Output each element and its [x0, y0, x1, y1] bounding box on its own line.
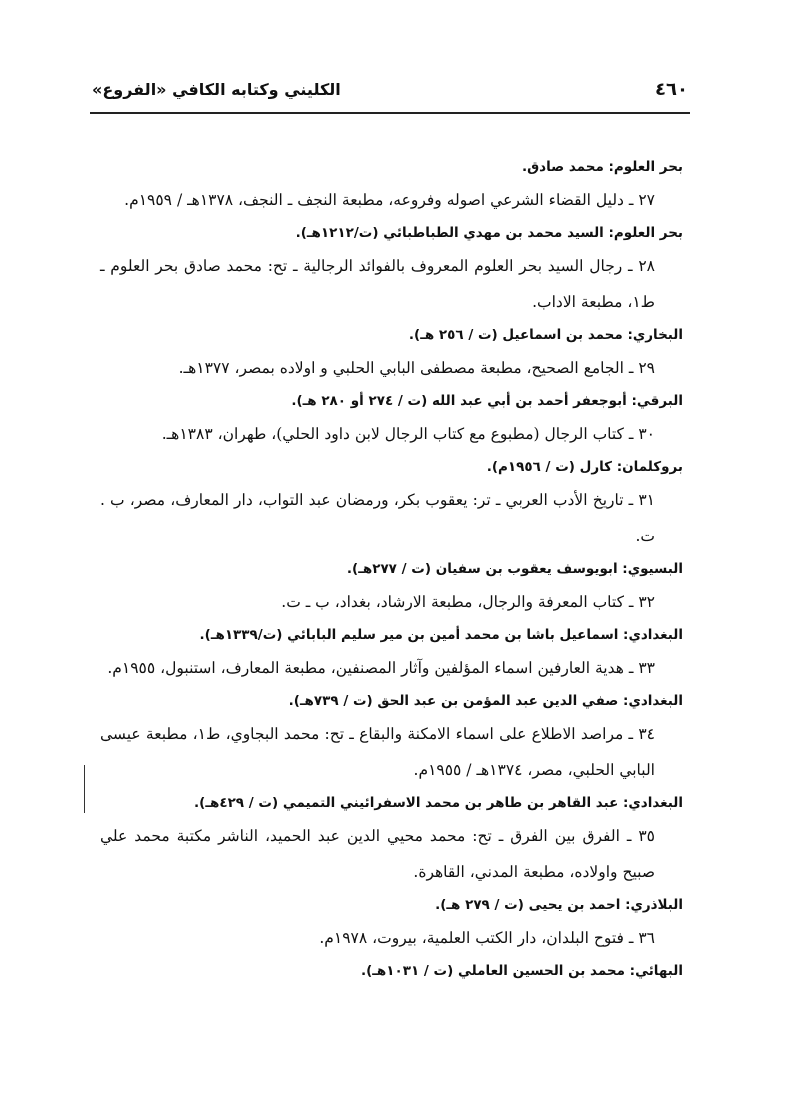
author-heading: البرقي: أبوجعفر أحمد بن أبي عبد الله (ت / ٢٧٤ أو ٢٨٠ هـ). [291, 393, 683, 409]
author-heading: بحر العلوم: محمد صادق. [521, 159, 683, 175]
author-heading: بروكلمان: كارل (ت / ١٩٥٦م). [486, 459, 683, 475]
author-heading: البغدادي: اسماعيل باشا بن محمد أمين بن مير سليم البابائي (ت/١٣٣٩هـ). [199, 627, 683, 643]
bibliography-entry: ٢٧ ـ دليل القضاء الشرعي اصوله وفروعه، مطبعة النجف ـ النجف، ١٣٧٨هـ / ١٩٥٩م. [124, 191, 655, 209]
header-rule [90, 112, 690, 114]
author-heading: البغدادي: صفي الدين عبد المؤمن بن عبد الحق (ت / ٧٣٩هـ). [288, 693, 683, 709]
bibliography-entry: ٢٩ ـ الجامع الصحيح، مطبعة مصطفى البابي الحلبي و اولاده بمصر، ١٣٧٧هـ. [178, 359, 655, 377]
bibliography-list [100, 152, 683, 986]
bibliography-entry: ٢٨ ـ رجال السيد بحر العلوم المعروف بالفوائد الرجالية ـ تح: محمد صادق بحر العلوم ـ ط١، مطبعة الاداب. [100, 257, 655, 311]
margin-mark [84, 765, 85, 813]
running-title: الكليني وكتابه الكافي «الفروع» [92, 79, 341, 99]
bibliography-entry: ٣٤ ـ مراصد الاطلاع على اسماء الامكنة والبقاع ـ تح: محمد البجاوي، ط١، مطبعة عيسى البابي الحلبي، مصر، ١٣٧٤هـ / ١٩٥٥م. [100, 725, 656, 779]
bibliography-entry: ٣٢ ـ كتاب المعرفة والرجال، مطبعة الارشاد، بغداد، ب ـ ت. [281, 593, 655, 611]
page-header [92, 72, 688, 106]
author-heading: البغدادي: عبد القاهر بن طاهر بن محمد الاسفرائيني التميمي (ت / ٤٢٩هـ). [194, 795, 683, 811]
author-heading: البسيوي: ابويوسف يعقوب بن سفيان (ت / ٢٧٧هـ). [346, 561, 683, 577]
author-heading: البخاري: محمد بن اسماعيل (ت / ٢٥٦ هـ). [408, 327, 683, 343]
author-heading: بحر العلوم: السيد محمد بن مهدي الطباطبائي (ت/١٢١٢هـ). [295, 225, 683, 241]
author-heading: البلاذري: احمد بن يحيى (ت / ٢٧٩ هـ). [435, 897, 683, 913]
bibliography-entry: ٣٣ ـ هدية العارفين اسماء المؤلفين وآثار المصنفين، مطبعة المعارف، استنبول، ١٩٥٥م. [107, 659, 655, 677]
bibliography-entry: ٣١ ـ تاريخ الأدب العربي ـ تر: يعقوب بكر، ورمضان عبد التواب، دار المعارف، مصر، ب . ت. [100, 491, 655, 545]
bibliography-entry: ٣٠ ـ كتاب الرجال (مطبوع مع كتاب الرجال لابن داود الحلي)، طهران، ١٣٨٣هـ. [161, 425, 655, 443]
author-heading: البهائي: محمد بن الحسين العاملي (ت / ١٠٣١هـ). [360, 963, 683, 979]
bibliography-entry: ٣٦ ـ فتوح البلدان، دار الكتب العلمية، بيروت، ١٩٧٨م. [319, 929, 655, 947]
bibliography-entry: ٣٥ ـ الفرق بين الفرق ـ تح: محمد محيي الدين عبد الحميد، الناشر مكتبة محمد علي صبيح واولاده، مطبعة المدني، القاهرة. [100, 827, 655, 881]
page-number: ٤٦٠ [655, 78, 688, 100]
